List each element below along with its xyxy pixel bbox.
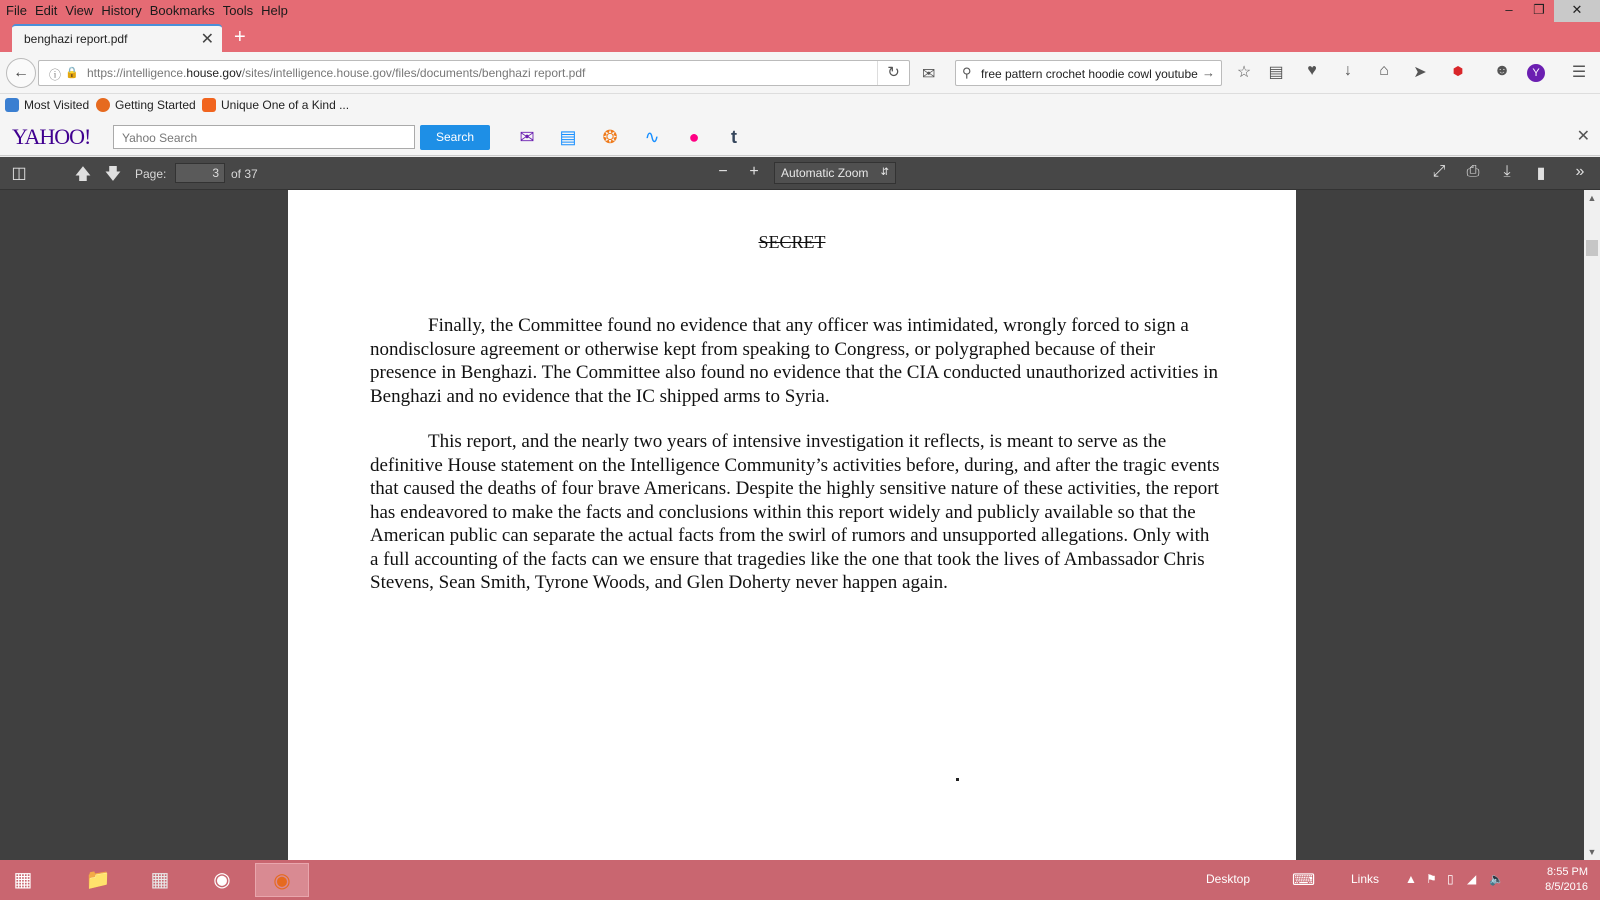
classification-header: SECRET xyxy=(758,232,826,252)
tab-benghazi-report[interactable] xyxy=(12,24,222,52)
yahoo-toolbar xyxy=(0,118,1600,156)
back-button[interactable]: ← xyxy=(6,58,36,88)
reload-icon[interactable]: ↻ xyxy=(877,61,909,85)
yahoo-mail-icon[interactable]: ✉ xyxy=(519,127,535,147)
network-icon[interactable]: ◢ xyxy=(1467,872,1477,886)
search-input[interactable] xyxy=(955,60,1222,86)
adblock-icon[interactable]: ⬢ xyxy=(1452,64,1464,78)
taskbar xyxy=(0,860,1600,900)
lock-icon[interactable]: 🔒 xyxy=(65,67,79,79)
zoom-in-icon[interactable]: + xyxy=(749,163,759,180)
zoom-out-icon[interactable]: − xyxy=(718,163,728,180)
system-clock[interactable] xyxy=(1545,865,1588,895)
select-arrows-icon: ⇵ xyxy=(880,167,889,178)
firefox-taskbar-icon[interactable]: ◉ xyxy=(255,863,309,897)
url-text[interactable]: https://intelligence.house.gov/sites/intelligence.house.gov/files/documents/benghazi report.pdf xyxy=(87,66,586,80)
tab-close-icon[interactable]: ✕ xyxy=(200,31,214,48)
sidebar-toggle-icon[interactable]: ◫ xyxy=(11,165,27,182)
bookmark-getting-started[interactable]: Getting Started xyxy=(96,98,196,112)
links-toolbar[interactable]: Links xyxy=(1351,872,1380,886)
tumblr-icon[interactable]: t xyxy=(731,127,737,147)
pdf-page xyxy=(288,190,1296,860)
pocket-icon[interactable]: ♥ xyxy=(1307,62,1317,79)
menu-view[interactable]: View xyxy=(65,3,94,18)
page-count: of 37 xyxy=(231,167,258,181)
send-icon[interactable]: ➤ xyxy=(1413,64,1427,81)
menu-history[interactable]: History xyxy=(101,3,142,18)
search-go-icon[interactable]: → xyxy=(1202,65,1215,80)
bookmark-unique-one[interactable]: Unique One of a Kind ... xyxy=(202,98,349,112)
file-explorer-icon[interactable]: 📁 xyxy=(85,869,111,891)
yahoo-toolbar-close-icon[interactable]: ✕ xyxy=(1576,128,1590,145)
navigation-bar xyxy=(0,52,1600,94)
flag-icon[interactable]: ⚑ xyxy=(1426,872,1437,886)
most-visited-icon xyxy=(5,98,19,112)
print-icon[interactable]: ⎙ xyxy=(1466,163,1480,180)
clock-date: 8/5/2016 xyxy=(1545,881,1588,893)
zoom-select[interactable]: Automatic Zoom ⇵ xyxy=(774,162,896,184)
chat-icon[interactable]: ☻ xyxy=(1493,62,1511,79)
bookmark-star-icon[interactable]: ☆ xyxy=(1236,64,1252,81)
restore-icon[interactable]: ❐ xyxy=(1533,2,1545,17)
document-paragraph-1: Finally, the Committee found no evidence that any officer was intimidated, wrongly forced to sign a nondisclosure agreement or otherwise kept from speaking to Congress, or polygraphed because of their presence in Benghazi. The Committee also found no evidence that the CIA conducted unauthorized activities in Benghazi and no evidence that the IC shipped arms to Syria. xyxy=(370,315,1219,407)
scroll-thumb[interactable] xyxy=(1586,240,1598,256)
url-bar[interactable] xyxy=(38,60,910,86)
keyboard-icon[interactable]: ⌨ xyxy=(1292,872,1316,889)
scroll-down-icon[interactable]: ▼ xyxy=(1587,847,1597,857)
chrome-icon[interactable]: ◉ xyxy=(213,869,231,891)
vertical-scrollbar[interactable] xyxy=(1584,190,1600,860)
window-titlebar xyxy=(0,0,1600,52)
mail-icon[interactable]: ✉ xyxy=(922,66,936,83)
yahoo-sports-icon[interactable]: ❂ xyxy=(602,127,618,147)
tab-title: benghazi report.pdf xyxy=(24,32,128,46)
bookmarks-toolbar xyxy=(0,94,1600,118)
calculator-icon[interactable]: ▦ xyxy=(150,869,170,891)
menu-edit[interactable]: Edit xyxy=(34,3,58,18)
desktop-toolbar[interactable]: Desktop xyxy=(1206,872,1251,886)
yahoo-profile-icon[interactable]: Y xyxy=(1527,64,1545,82)
bookmark-most-visited[interactable]: Most Visited xyxy=(5,98,89,112)
document-paragraph-2: This report, and the nearly two years of intensive investigation it reflects, is meant to serve as the definitive House statement on the Intelligence Community’s activities before, during, and after the tragic events that caused the deaths of four brave Americans. Despite the highly sensitive nature of these activities, the report has endeavored to make the facts and conclusions within this report widely and publicly available so that the American public can separate the actual facts from the swirl of rumors and unsupported allegations. Only with a full accounting of the facts can we ensure that tragedies like the one that took the lives of Ambassador Chris Stevens, Sean Smith, Tyrone Woods, and Glen Doherty never happen again. xyxy=(370,431,1220,593)
search-icon: ⚲ xyxy=(962,65,972,80)
search-value[interactable]: free pattern crochet hoodie cowl youtube xyxy=(981,67,1198,81)
next-page-icon[interactable]: 🡇 xyxy=(104,166,122,183)
page-label: Page: xyxy=(135,167,167,181)
tray-expand-icon[interactable]: ▲ xyxy=(1405,872,1417,886)
yahoo-search-input[interactable]: Yahoo Search xyxy=(113,125,415,149)
tools-menu-icon[interactable]: » xyxy=(1575,163,1585,180)
download-icon[interactable]: ⤓ xyxy=(1503,163,1511,180)
firefox-icon xyxy=(96,98,110,112)
pdf-viewer[interactable] xyxy=(0,190,1600,860)
reader-list-icon[interactable]: ▤ xyxy=(1268,64,1284,81)
menu-bookmarks[interactable]: Bookmarks xyxy=(149,3,215,18)
yahoo-logo[interactable]: YAHOO! xyxy=(12,124,91,149)
minimize-icon[interactable]: – xyxy=(1505,2,1513,17)
volume-icon[interactable]: 🔈 xyxy=(1489,872,1504,886)
yahoo-search-button[interactable]: Search xyxy=(420,125,490,150)
bookmark-icon[interactable]: ▮ xyxy=(1536,165,1546,182)
page-number-input[interactable]: 3 xyxy=(175,163,225,183)
pdf-toolbar xyxy=(0,157,1600,190)
new-tab-icon[interactable]: + xyxy=(234,26,246,48)
yahoo-finance-icon[interactable]: ∿ xyxy=(644,127,660,147)
presentation-mode-icon[interactable]: ⤢ xyxy=(1432,163,1446,180)
start-icon[interactable]: ▦ xyxy=(13,869,33,891)
battery-icon[interactable]: ▯ xyxy=(1447,872,1454,886)
yahoo-news-icon[interactable]: ▤ xyxy=(559,127,577,147)
etsy-icon xyxy=(202,98,216,112)
window-controls xyxy=(1494,0,1600,22)
hamburger-menu-icon[interactable]: ☰ xyxy=(1571,64,1587,81)
menu-tools[interactable]: Tools xyxy=(222,3,254,18)
page-mark xyxy=(956,778,959,781)
menu-help[interactable]: Help xyxy=(261,3,288,18)
scroll-up-icon[interactable]: ▲ xyxy=(1587,193,1597,203)
menu-file[interactable]: File xyxy=(6,3,27,18)
info-icon[interactable]: ⓘ xyxy=(49,68,62,82)
downloads-icon[interactable]: ↓ xyxy=(1344,62,1352,79)
menu-bar xyxy=(2,2,292,20)
previous-page-icon[interactable]: 🡅 xyxy=(74,166,92,183)
clock-time: 8:55 PM xyxy=(1547,866,1588,878)
home-icon[interactable]: ⌂ xyxy=(1379,62,1389,79)
flickr-icon[interactable]: ● xyxy=(688,127,700,147)
close-window-icon[interactable]: ✕ xyxy=(1554,0,1600,22)
